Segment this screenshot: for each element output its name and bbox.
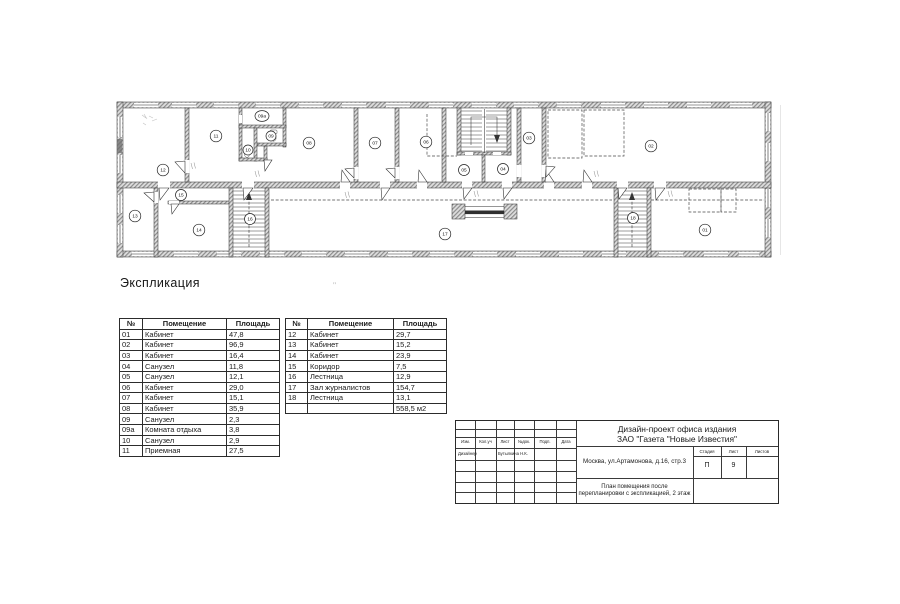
table-cell: 3,8 <box>227 424 280 435</box>
room-label <box>420 136 432 148</box>
windows-bottom <box>132 252 759 257</box>
table-row <box>120 382 280 393</box>
table-cell: 11,8 <box>227 361 280 372</box>
table-cell: Комната отдыха <box>143 424 227 435</box>
table-cell: 29,0 <box>227 382 280 393</box>
svg-text:09: 09 <box>268 134 274 140</box>
floor-plan <box>114 97 774 262</box>
sheets-label: Листов <box>754 448 770 454</box>
dashed-zone <box>548 110 582 158</box>
table-cell: 01 <box>120 329 143 340</box>
table-row <box>286 403 447 414</box>
table-cell: Коридор <box>308 361 394 372</box>
table-cell: Лестница <box>308 393 394 404</box>
room-label <box>459 165 470 176</box>
column-header: № <box>286 319 308 330</box>
table-cell: 15 <box>286 361 308 372</box>
scan-artifact <box>780 105 781 255</box>
rev-col-list: Лист <box>500 439 510 444</box>
table-cell: 12,1 <box>227 371 280 382</box>
table-row <box>120 446 280 457</box>
table-cell: Санузел <box>143 414 227 425</box>
room-label <box>129 210 141 222</box>
table-header-row <box>120 319 280 330</box>
door-mark-ticks <box>191 163 673 199</box>
table-cell: 11 <box>120 446 143 457</box>
table-cell: Санузел <box>143 435 227 446</box>
rev-col-data: Дата <box>561 439 571 444</box>
windows-top <box>134 103 752 108</box>
stage-value: П <box>704 462 710 469</box>
table-cell: 2,3 <box>227 414 280 425</box>
table-row <box>286 371 447 382</box>
dashed-zone <box>584 110 624 156</box>
sheet-label: Лист <box>728 448 739 454</box>
table-cell: Зал журналистов <box>308 382 394 393</box>
table-cell: Кабинет <box>308 340 394 351</box>
table-cell: 16 <box>286 371 308 382</box>
explication-heading: Экспликация <box>120 276 200 290</box>
drawing-title: План помещения после перепланировки с экспликацией, 2 этаж <box>578 483 691 497</box>
column-header: Площадь <box>394 319 447 330</box>
table-cell: 27,5 <box>227 446 280 457</box>
table-row <box>120 424 280 435</box>
stage-label: Стадия <box>699 448 715 454</box>
table-cell: 13,1 <box>394 393 447 404</box>
table-cell: 18 <box>286 393 308 404</box>
room-label <box>245 214 256 225</box>
table-row <box>120 414 280 425</box>
table-cell <box>286 403 308 414</box>
table-cell: Кабинет <box>143 350 227 361</box>
project-title-line2: ЗАО "Газета "Новые Известия" <box>617 433 737 444</box>
svg-text:05: 05 <box>461 168 467 174</box>
project-address: Москва, ул.Артамонова, д.16, стр.3 <box>582 458 687 466</box>
table-cell: 96,9 <box>227 340 280 351</box>
room-label <box>523 132 535 144</box>
table-cell: 06 <box>120 382 143 393</box>
room-label <box>699 224 711 236</box>
column-header: Площадь <box>227 319 280 330</box>
table-cell: 03 <box>120 350 143 361</box>
table-row <box>120 403 280 414</box>
table-row <box>120 350 280 361</box>
table-cell: Санузел <box>143 361 227 372</box>
column-header: Помещение <box>143 319 227 330</box>
table-cell: Кабинет <box>143 403 227 414</box>
explication-table-right <box>285 318 447 414</box>
table-cell: 13 <box>286 340 308 351</box>
room-label <box>266 131 276 141</box>
table-row <box>286 382 447 393</box>
rev-col-podp: Подп. <box>539 439 551 444</box>
svg-text:04: 04 <box>500 167 506 173</box>
stair-central <box>461 109 507 153</box>
project-title-line1: Дизайн-проект офиса издания <box>617 423 737 434</box>
svg-text:15: 15 <box>178 193 184 199</box>
hall-structure <box>271 200 764 219</box>
dashed-zone <box>721 189 736 212</box>
room-label <box>210 130 222 142</box>
table-row <box>120 361 280 372</box>
table-cell: 15,1 <box>227 393 280 404</box>
explication-table-left <box>119 318 280 457</box>
table-cell: 09 <box>120 414 143 425</box>
table-row <box>120 393 280 404</box>
table-cell: 12,9 <box>394 371 447 382</box>
table-cell: 154,7 <box>394 382 447 393</box>
table-row <box>120 371 280 382</box>
designer-role: Дизайнер <box>458 451 477 456</box>
table-cell: Приемная <box>143 446 227 457</box>
table-cell: 47,8 <box>227 329 280 340</box>
corridor-wall <box>117 182 771 189</box>
table-row <box>286 361 447 372</box>
table-cell: 15,2 <box>394 340 447 351</box>
svg-text:02: 02 <box>648 144 654 150</box>
table-cell: Санузел <box>143 371 227 382</box>
room-label <box>439 228 451 240</box>
table-cell: Кабинет <box>143 329 227 340</box>
svg-text:06: 06 <box>423 140 429 146</box>
table-cell: Кабинет <box>143 340 227 351</box>
column-header: Помещение <box>308 319 394 330</box>
table-cell: Лестница <box>308 371 394 382</box>
room-label <box>157 164 169 176</box>
table-cell <box>308 403 394 414</box>
svg-text:10: 10 <box>245 148 251 154</box>
room-label <box>243 145 253 155</box>
table-cell: 05 <box>120 371 143 382</box>
title-block <box>455 420 779 504</box>
table-cell: 23,9 <box>394 350 447 361</box>
table-cell: 12 <box>286 329 308 340</box>
table-cell: Кабинет <box>308 350 394 361</box>
room-label <box>645 140 657 152</box>
room-label <box>176 190 187 201</box>
svg-text:09а: 09а <box>257 114 267 120</box>
table-cell: 09а <box>120 424 143 435</box>
table-cell: 17 <box>286 382 308 393</box>
table-cell: Кабинет <box>143 382 227 393</box>
table-row <box>286 340 447 351</box>
svg-text:12: 12 <box>160 168 166 174</box>
svg-text:03: 03 <box>526 136 532 142</box>
rev-col-koluch: Кол.уч <box>479 439 492 444</box>
table-cell: 10 <box>120 435 143 446</box>
sheet-value: 9 <box>731 462 736 469</box>
table-cell: 29,7 <box>394 329 447 340</box>
scan-artifact: ʼʼ <box>333 283 337 290</box>
table-row <box>286 329 447 340</box>
svg-text:17: 17 <box>442 232 448 238</box>
rev-col-ndok: №док. <box>517 439 531 444</box>
svg-text:13: 13 <box>132 214 138 220</box>
table-cell: Кабинет <box>308 329 394 340</box>
designer-name: Бутылкина Н.К. <box>498 451 528 456</box>
table-cell: 35,9 <box>227 403 280 414</box>
rev-col-izm: Изм. <box>461 439 470 444</box>
svg-text:07: 07 <box>372 141 378 147</box>
table-cell: 14 <box>286 350 308 361</box>
room-label <box>193 224 205 236</box>
table-cell: 08 <box>120 403 143 414</box>
table-cell: 02 <box>120 340 143 351</box>
dashed-zone <box>689 189 721 212</box>
svg-text:11: 11 <box>213 134 219 140</box>
table-cell: 04 <box>120 361 143 372</box>
room-label <box>369 137 381 149</box>
table-cell: 07 <box>120 393 143 404</box>
table-row <box>286 393 447 404</box>
svg-text:14: 14 <box>196 228 202 234</box>
room-label <box>628 213 639 224</box>
svg-text:08: 08 <box>306 141 312 147</box>
table-cell: 2,9 <box>227 435 280 446</box>
table-row <box>120 435 280 446</box>
room-label <box>498 164 509 175</box>
table-header-row <box>286 319 447 330</box>
table-cell: 7,5 <box>394 361 447 372</box>
room-label <box>255 111 269 122</box>
table-cell: 558,5 м2 <box>394 403 447 414</box>
svg-text:16: 16 <box>247 217 253 223</box>
column-header: № <box>120 319 143 330</box>
svg-text:18: 18 <box>630 216 636 222</box>
table-row <box>286 350 447 361</box>
svg-text:01: 01 <box>702 228 708 234</box>
table-cell: 16,4 <box>227 350 280 361</box>
room-label <box>303 137 315 149</box>
table-row <box>120 340 280 351</box>
table-cell: Кабинет <box>143 393 227 404</box>
scan-noise <box>142 114 157 125</box>
table-row <box>120 329 280 340</box>
partitions-bottom <box>154 188 651 257</box>
